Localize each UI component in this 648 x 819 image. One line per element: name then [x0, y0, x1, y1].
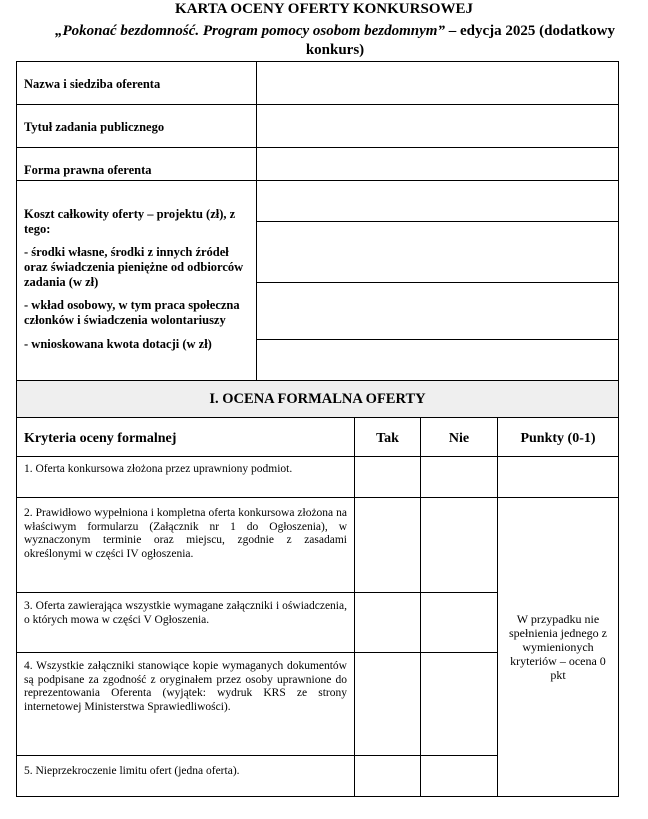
row-divider — [16, 652, 497, 653]
personal-contribution-label: - wkład osobowy, w tym praca społeczna członków i świadczenia wolontariuszy — [24, 298, 240, 327]
document-subtitle — [30, 22, 640, 60]
row-divider — [16, 497, 619, 498]
criterion-3: 3. Oferta zawierająca wszystkie wymagane załączniki i oświadczenia, o których mowa w części V Ogłoszenia. — [24, 600, 347, 626]
legal-form-label: Forma prawna oferenta — [24, 163, 152, 177]
col-divider-points — [497, 417, 498, 796]
criterion-4: 4. Wszystkie załączniki stanowiące kopie wymaganych dokumentów są podpisane za zgodność z oryginałem przez osoby uprawnione do reprezentowania Oferenta (wyjątek: wydruk KRS ze strony internetowej Ministerstwa Sprawiedliwości). — [24, 660, 347, 713]
criterion-1: 1. Oferta konkursowa złożona przez uprawniony podmiot. — [24, 463, 293, 475]
row-divider — [16, 592, 497, 593]
edition-text: – edycja 2025 (dodatkowy konkurs) — [305, 23, 615, 58]
total-cost-label: Koszt całkowity oferty – projektu (zł), z tego: — [24, 207, 236, 236]
col-divider-nie — [420, 417, 421, 796]
criteria-column-header: Kryteria oceny formalnej — [24, 431, 177, 446]
oferent-name-label: Nazwa i siedziba oferenta — [24, 77, 161, 91]
info-row-divider — [16, 180, 619, 181]
points-column-header: Punkty (0-1) — [520, 431, 596, 446]
info-value-divider — [256, 282, 619, 283]
requested-grant-label: - wnioskowana kwota dotacji (w zł) — [24, 337, 212, 351]
info-value-divider — [256, 221, 619, 222]
own-funds-label: - środki własne, środki z innych źródeł oraz świadczenia pieniężne od odbiorców zadania (w zł) — [24, 245, 244, 289]
yes-column-header: Tak — [376, 431, 399, 446]
points-note: W przypadku nie spełnienia jednego z wymienionych kryteriów – ocena 0 pkt — [509, 612, 607, 682]
info-row-divider — [16, 147, 619, 148]
formal-evaluation-section-title: I. OCENA FORMALNA OFERTY — [16, 380, 619, 418]
header-row-divider — [16, 456, 619, 457]
criterion-2: 2. Prawidłowo wypełniona i kompletna oferta konkursowa złożona na właściwym formularzu (Załącznik nr 1 do Ogłoszenia), w wyznaczonym terminie oraz miejscu, zgodnie z zasadami określonymi w części IV ogłoszenia. — [24, 507, 347, 560]
col-divider-tak — [354, 417, 355, 796]
info-row-divider — [16, 104, 619, 105]
no-column-header: Nie — [448, 431, 470, 446]
task-title-label: Tytuł zadania publicznego — [24, 120, 165, 134]
criterion-5: 5. Nieprzekroczenie limitu ofert (jedna oferta). — [24, 765, 240, 777]
row-divider — [16, 755, 497, 756]
info-value-divider — [256, 339, 619, 340]
document-title: KARTA OCENY OFERTY KONKURSOWEJ — [174, 1, 473, 17]
program-name: „Pokonać bezdomność. Program pomocy osobom bezdomnym” — [54, 23, 445, 39]
